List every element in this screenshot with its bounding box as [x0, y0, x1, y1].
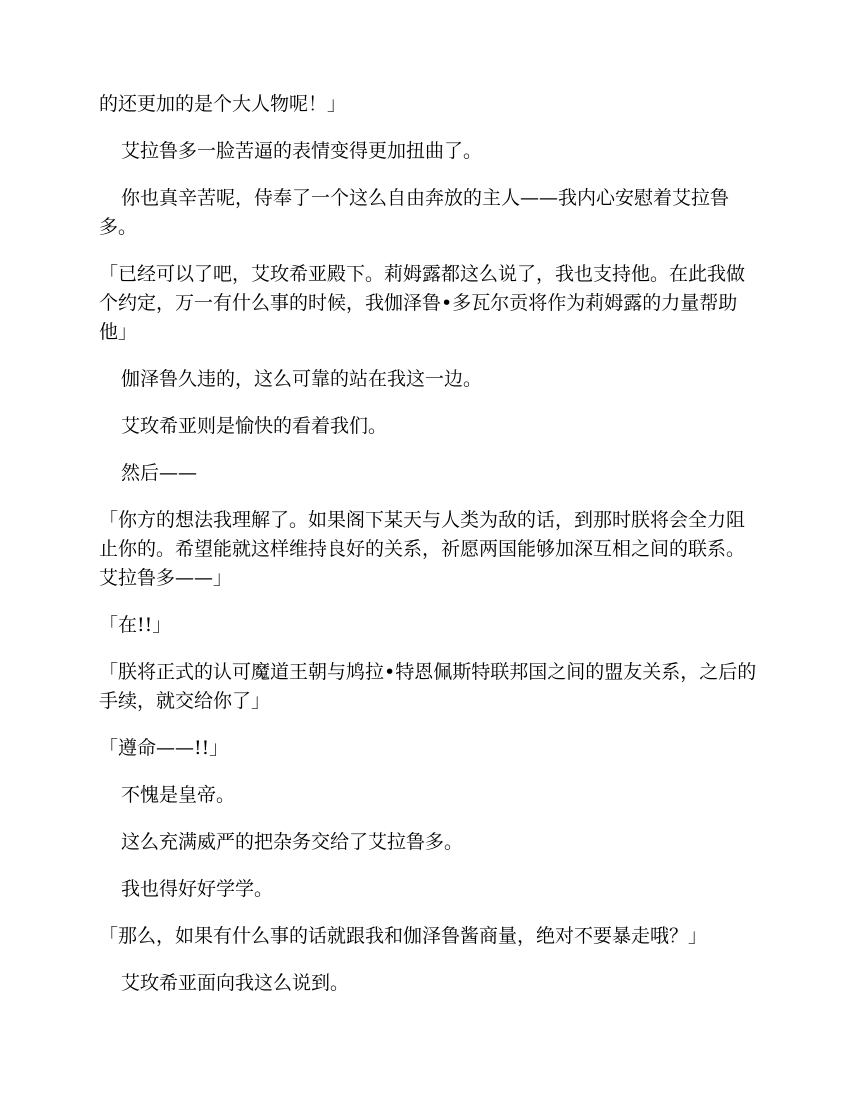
paragraph-14: 我也得好好学学。 — [121, 878, 274, 900]
paragraph-3: 你也真辛苦呢，侍奉了一个这么自由奔放的主人——我内心安慰着艾拉鲁多。 — [99, 187, 730, 238]
paragraph-15: 「那么，如果有什么事的话就跟我和伽泽鲁酱商量，绝对不要暴走哦？」 — [99, 925, 708, 947]
paragraph-9: 「在!!」 — [99, 614, 172, 636]
paragraph-6: 艾玫希亚则是愉快的看着我们。 — [121, 415, 388, 437]
paragraph-1: 的还更加的是个大人物呢！」 — [99, 93, 347, 115]
paragraph-16: 艾玫希亚面向我这么说到。 — [121, 972, 350, 994]
paragraph-8: 「你方的想法我理解了。如果阁下某天与人类为敌的话，到那时朕将会全力阻止你的。希望能就这样维持良好的关系，祈愿两国能够加深互相之间的联系。艾拉鲁多——」 — [99, 509, 746, 589]
paragraph-10: 「朕将正式的认可魔道王朝与鸠拉•特恩佩斯特联邦国之间的盟友关系，之后的手续，就交给你了」 — [99, 661, 757, 712]
paragraph-4: 「已经可以了吧，艾玫希亚殿下。莉姆露都这么说了，我也支持他。在此我做个约定，万一有什么事的时候，我伽泽鲁•多瓦尔贡将作为莉姆露的力量帮助他」 — [99, 263, 746, 343]
paragraph-7: 然后—— — [121, 462, 198, 484]
paragraph-12: 不愧是皇帝。 — [121, 784, 236, 806]
paragraph-13: 这么充满威严的把杂务交给了艾拉鲁多。 — [121, 831, 464, 853]
paragraph-2: 艾拉鲁多一脸苦逼的表情变得更加扭曲了。 — [121, 140, 483, 162]
paragraph-11: 「遵命——!!」 — [99, 737, 229, 759]
paragraph-5: 伽泽鲁久违的，这么可靠的站在我这一边。 — [121, 368, 483, 390]
